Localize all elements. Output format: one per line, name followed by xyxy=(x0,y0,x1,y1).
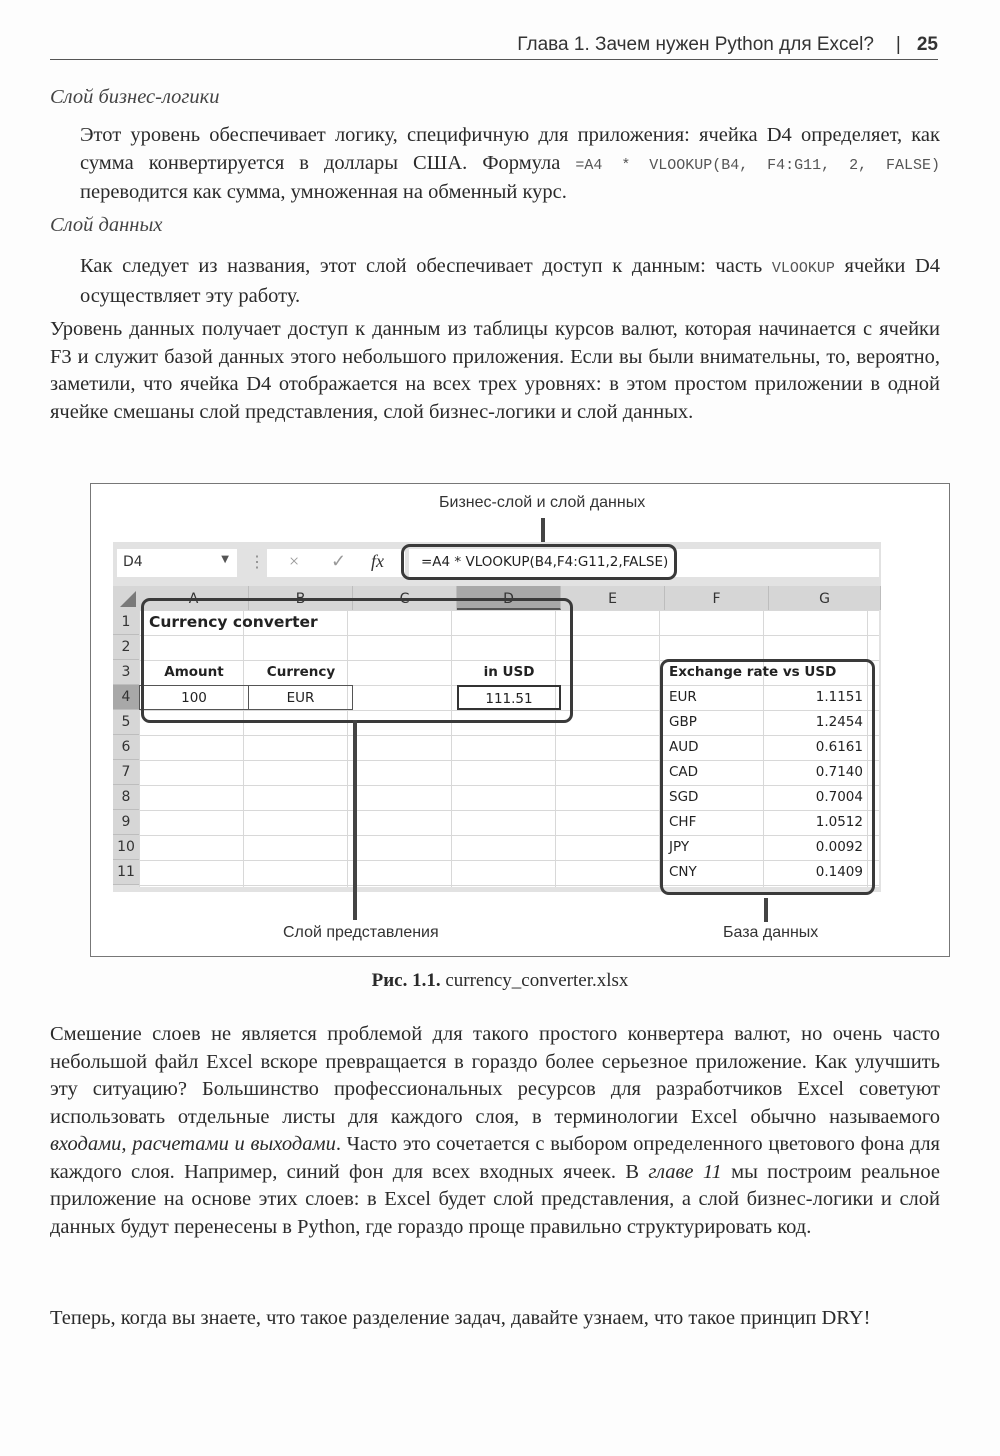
cell-b3-currency-header[interactable]: Currency xyxy=(266,664,336,680)
caption-text: currency_converter.xlsx xyxy=(440,970,629,991)
rate-code-cell[interactable]: CAD xyxy=(669,764,699,780)
cell-f3-rates-header[interactable]: Exchange rate vs USD xyxy=(669,664,837,680)
text-span: Этот уровень обеспечивает логику, специфичную для приложения: ячейка D4 определяет, как сумма конвертируется в доллары США. Формула xyxy=(80,124,940,174)
row-header-2[interactable]: 2 xyxy=(113,635,139,660)
inline-code: VLOOKUP xyxy=(771,260,835,277)
column-header-e[interactable]: E xyxy=(561,586,665,610)
figure-caption xyxy=(0,970,1000,992)
rate-value-cell[interactable]: 0.6161 xyxy=(815,739,863,755)
cell-a4-amount[interactable]: 100 xyxy=(139,685,249,710)
name-box[interactable] xyxy=(117,549,237,577)
text-span: переводится как сумма, умноженная на обменный курс. xyxy=(80,181,567,203)
body-paragraph-1: Уровень данных получает доступ к данным из таблицы курсов валют, которая начинается с ячейки F3 и служит базой данных этого небольшого приложения. Если вы были внимательны, то, вероятно, заметили, что ячейка D4 отображается на всех трех уровнях: в этом простом приложении в одной ячейке смешаны слой представления, слой бизнес-логики и слой данных. xyxy=(50,318,940,423)
chapter-title: Глава 1. Зачем нужен Python для Excel? xyxy=(517,34,874,55)
text-span: Смешение слоев не является проблемой для такого простого конвертера валют, но очень часто небольшой файл Excel вскоре превращается в гораздо более серьезное приложение. Как улучшить эту ситуацию? Большинство профессиональных ресурсов для разработчиков Excel советуют использовать отдельные листы для каждого слоя, в терминологии Excel обычно называемого xyxy=(50,1023,940,1128)
excel-window xyxy=(113,542,881,892)
rate-value-cell[interactable]: 1.0512 xyxy=(815,814,863,830)
row-header-6[interactable]: 6 xyxy=(113,735,139,760)
name-box-value: D4 xyxy=(123,554,143,570)
body-paragraph-3: Теперь, когда вы знаете, что такое разделение задач, давайте узнаем, что такое принцип DRY! xyxy=(50,1307,871,1329)
rate-value-cell[interactable]: 1.2454 xyxy=(815,714,863,730)
cancel-icon[interactable]: × xyxy=(289,551,300,571)
callout-line-right xyxy=(764,898,768,922)
caption-label: Рис. 1.1. xyxy=(371,970,441,991)
rate-value-cell[interactable]: 1.1151 xyxy=(815,689,863,705)
highlight-formula xyxy=(401,544,677,580)
section-heading-data-layer: Слой данных xyxy=(50,214,163,236)
fx-icon[interactable]: fx xyxy=(371,551,384,571)
body-paragraph-2 xyxy=(50,1021,940,1241)
highlight-database xyxy=(660,659,875,895)
row-header-11[interactable]: 11 xyxy=(113,860,139,885)
row-header-10[interactable]: 10 xyxy=(113,835,139,860)
text-span: мы построим реальное приложение на основе этих слоев: в Excel будет слой представления, а слой бизнес-логики и слой данных будут перенесены в Python, где гораздо проще правильно структурировать код. xyxy=(50,1160,940,1238)
row-header-1[interactable]: 1 xyxy=(113,610,139,635)
column-header-d[interactable]: D xyxy=(457,586,561,610)
business-logic-paragraph xyxy=(80,122,940,207)
row-header-9[interactable]: 9 xyxy=(113,810,139,835)
text-span: ячейки D4 осуществляет эту работу. xyxy=(80,255,941,307)
column-header-b[interactable]: B xyxy=(249,586,353,610)
rate-code-cell[interactable]: GBP xyxy=(669,714,697,730)
rate-value-cell[interactable]: 0.1409 xyxy=(815,864,863,880)
rate-value-cell[interactable]: 0.7004 xyxy=(815,789,863,805)
callout-presentation-layer: Слой представления xyxy=(283,924,439,941)
italic-span: входами, расчетами и выходами xyxy=(50,1133,336,1155)
data-layer-paragraph xyxy=(80,253,940,310)
rate-code-cell[interactable]: JPY xyxy=(669,839,690,855)
row-header-5[interactable]: 5 xyxy=(113,710,139,735)
row-header-8[interactable]: 8 xyxy=(113,785,139,810)
chevron-down-icon[interactable]: ▼ xyxy=(221,554,229,565)
callout-business-data-layer: Бизнес-слой и слой данных xyxy=(439,494,646,511)
highlight-presentation-layer xyxy=(141,598,573,723)
rate-code-cell[interactable]: EUR xyxy=(669,689,697,705)
text-span: . Часто это сочетается с выбором определенного цветового фона для каждого слоя. Например, синий фон для всех входных ячеек. В xyxy=(50,1133,940,1183)
rate-code-cell[interactable]: AUD xyxy=(669,739,699,755)
page-number: 25 xyxy=(916,34,938,55)
rate-code-cell[interactable]: SGD xyxy=(669,789,699,805)
rate-value-cell[interactable]: 0.7140 xyxy=(815,764,863,780)
section-heading-business-logic: Слой бизнес-логики xyxy=(50,86,220,108)
formula-bar xyxy=(113,546,881,580)
rate-value-cell[interactable]: 0.0092 xyxy=(815,839,863,855)
row-header-7[interactable]: 7 xyxy=(113,760,139,785)
formula-input[interactable]: =A4 * VLOOKUP(B4,F4:G11,2,FALSE) xyxy=(409,549,879,577)
cell-a1-title[interactable]: Currency converter xyxy=(149,613,318,631)
row-header-4[interactable]: 4 xyxy=(113,685,139,710)
cell-a3-amount-header[interactable]: Amount xyxy=(164,664,224,680)
rate-code-cell[interactable]: CNY xyxy=(669,864,697,880)
rate-code-cell[interactable]: CHF xyxy=(669,814,697,830)
column-header-a[interactable]: A xyxy=(139,586,249,610)
formula-buttons xyxy=(267,549,405,577)
select-all-corner[interactable] xyxy=(113,586,139,610)
enter-icon[interactable]: ✓ xyxy=(331,551,347,571)
column-header-g[interactable]: G xyxy=(769,586,881,610)
cell-d4-result[interactable]: 111.51 xyxy=(457,685,561,710)
column-header-c[interactable]: C xyxy=(353,586,457,610)
text-span: Как следует из названия, этот слой обеспечивает доступ к данным: часть xyxy=(80,255,772,277)
header-separator: | xyxy=(895,34,901,55)
drag-handle-icon[interactable]: ⋮ xyxy=(249,554,263,571)
callout-database: База данных xyxy=(723,924,819,941)
cell-d3-usd-header[interactable]: in USD xyxy=(483,664,535,680)
inline-code: =A4 * VLOOKUP(B4, F4:G11, 2, FALSE) xyxy=(575,156,940,174)
row-header-3[interactable]: 3 xyxy=(113,660,139,685)
cell-b4-currency[interactable]: EUR xyxy=(248,685,353,710)
running-head xyxy=(50,34,938,60)
figure-currency-converter xyxy=(90,483,950,957)
column-header-f[interactable]: F xyxy=(665,586,769,610)
italic-span: главе 11 xyxy=(648,1160,722,1183)
callout-line-left xyxy=(353,720,357,920)
